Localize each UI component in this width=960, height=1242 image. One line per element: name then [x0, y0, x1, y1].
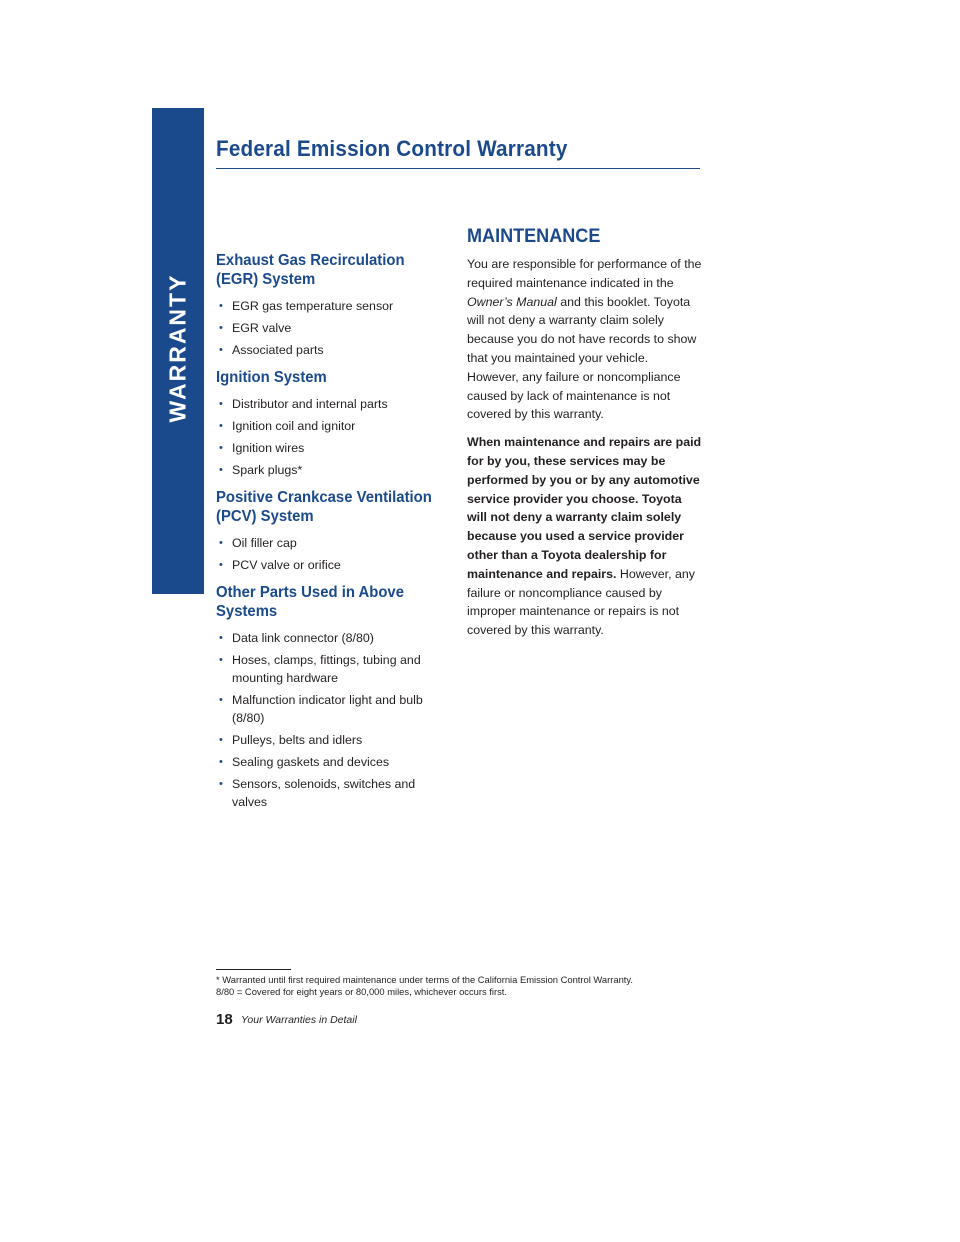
list-item-text: EGR valve	[232, 321, 292, 335]
bullet-icon: •	[219, 632, 223, 644]
list-item	[216, 691, 438, 727]
list-item	[216, 629, 438, 647]
list-item	[216, 395, 438, 413]
bullet-icon: •	[219, 442, 223, 454]
bullet-icon: •	[219, 694, 223, 706]
list-item	[216, 775, 438, 811]
list-item-text: Pulleys, belts and idlers	[232, 733, 363, 747]
list-item	[216, 341, 438, 359]
parts-section	[216, 583, 438, 811]
list-item-text: Associated parts	[232, 343, 324, 357]
parts-list	[216, 395, 438, 479]
list-item	[216, 417, 438, 435]
list-item	[216, 534, 438, 552]
footnote-1: * Warranted until first required maintenance under terms of the California Emission Control Warranty.	[216, 974, 634, 985]
list-item	[216, 753, 438, 771]
bullet-icon: •	[219, 756, 223, 768]
page-title: Federal Emission Control Warranty	[216, 136, 568, 161]
maintenance-text: and this booklet. Toyota will not deny a warranty claim solely because you do not have records to show that you maintained your vehicle. However, any failure or noncompliance caused by lack of maintenance is not covered by this warranty.	[467, 294, 697, 422]
section-heading: Ignition System	[216, 369, 327, 386]
list-item-text: Ignition wires	[232, 441, 305, 455]
list-item-text: Oil filler cap	[232, 536, 297, 550]
parts-list	[216, 297, 438, 359]
side-tab-label: WARRANTY	[164, 273, 191, 423]
list-item-text: Malfunction indicator light and bulb (8/80)	[232, 693, 423, 725]
bullet-icon: •	[219, 559, 223, 571]
parts-list	[216, 629, 438, 811]
maintenance-paragraph-1	[467, 255, 703, 424]
list-item	[216, 297, 438, 315]
list-item	[216, 439, 438, 457]
bullet-icon: •	[219, 537, 223, 549]
list-item	[216, 319, 438, 337]
maintenance-text: However, any failure or noncompliance caused by improper maintenance or repairs is not covered by this warranty.	[467, 566, 695, 638]
section-heading: Other Parts Used in Above Systems	[216, 584, 404, 620]
parts-section	[216, 488, 438, 574]
bullet-icon: •	[219, 300, 223, 312]
parts-section	[216, 368, 438, 479]
bullet-icon: •	[219, 322, 223, 334]
list-item-text: Hoses, clamps, fittings, tubing and mounting hardware	[232, 653, 421, 685]
bullet-icon: •	[219, 398, 223, 410]
right-column	[467, 226, 703, 640]
maintenance-paragraph-2	[467, 433, 703, 640]
section-heading: Positive Crankcase Ventilation (PCV) System	[216, 489, 432, 525]
page-number: 18	[216, 1011, 233, 1028]
list-item	[216, 556, 438, 574]
list-item	[216, 651, 438, 687]
footnotes	[216, 974, 816, 998]
list-item-text: Sealing gaskets and devices	[232, 755, 390, 769]
side-tab	[152, 108, 204, 594]
parts-list	[216, 534, 438, 574]
list-item-text: Ignition coil and ignitor	[232, 419, 356, 433]
list-item-text: PCV valve or orifice	[232, 558, 341, 572]
title-divider	[216, 168, 700, 169]
footer-label: Your Warranties in Detail	[241, 1014, 357, 1026]
list-item-text: EGR gas temperature sensor	[232, 299, 394, 313]
left-column	[216, 251, 438, 820]
maintenance-bold-text: When maintenance and repairs are paid for by you, these services may be performed by you or by any automotive service provider you choose. Toyota will not deny a warranty claim solely because you used a service provider other than a Toyota dealership for maintenance and repairs.	[467, 435, 702, 581]
owners-manual-reference: Owner’s Manual	[467, 294, 557, 309]
bullet-icon: •	[219, 778, 223, 790]
bullet-icon: •	[219, 734, 223, 746]
list-item	[216, 731, 438, 749]
bullet-icon: •	[219, 654, 223, 666]
maintenance-text: You are responsible for performance of the required maintenance indicated in the	[467, 257, 702, 290]
list-item-text: Spark plugs*	[232, 463, 303, 477]
list-item-text: Distributor and internal parts	[232, 397, 388, 411]
list-item-text: Sensors, solenoids, switches and valves	[232, 777, 416, 809]
section-heading: Exhaust Gas Recirculation (EGR) System	[216, 252, 405, 288]
bullet-icon: •	[219, 464, 223, 476]
maintenance-heading: MAINTENANCE	[467, 226, 601, 247]
bullet-icon: •	[219, 344, 223, 356]
list-item	[216, 461, 438, 479]
footnote-2: 8/80 = Covered for eight years or 80,000 miles, whichever occurs first.	[216, 986, 508, 997]
parts-section	[216, 251, 438, 359]
list-item-text: Data link connector (8/80)	[232, 631, 374, 645]
footnote-divider	[216, 969, 291, 970]
bullet-icon: •	[219, 420, 223, 432]
